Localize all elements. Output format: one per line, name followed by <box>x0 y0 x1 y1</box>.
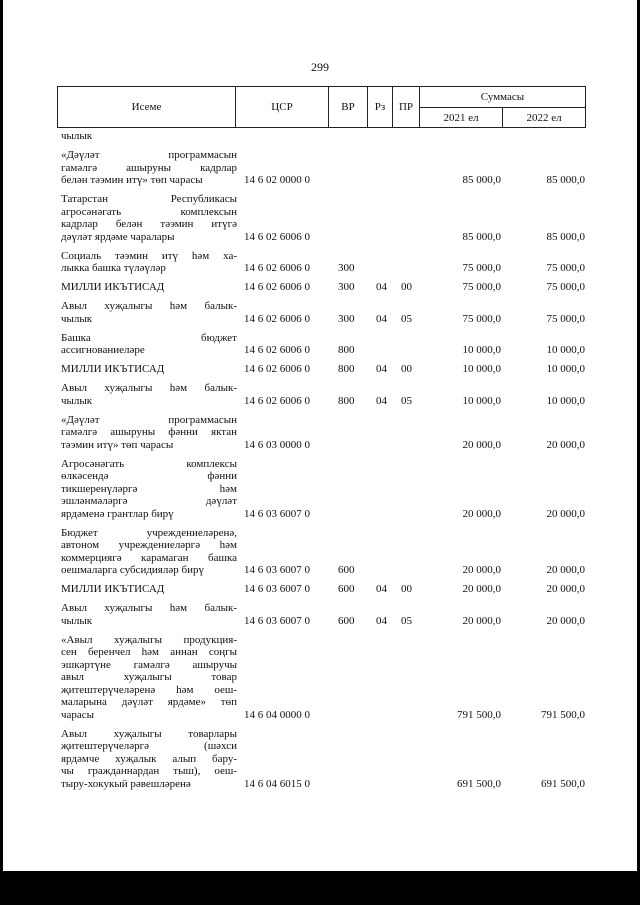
table-row <box>57 458 587 521</box>
row-pr: 05 <box>401 312 412 325</box>
row-csr: 14 6 03 6007 0 <box>244 507 310 520</box>
row-name <box>61 382 237 407</box>
row-csr: 14 6 02 6006 0 <box>244 394 310 407</box>
row-name-line: сен беренчел һәм аннан соңгы <box>61 646 237 658</box>
row-name-line: ярдәмче хуҗалык алып бару- <box>61 752 237 765</box>
row-sum-2021: 20 000,0 <box>462 507 501 520</box>
row-pr: 00 <box>401 583 412 595</box>
row-name-line: тикшеренүләргә һәм <box>61 482 237 495</box>
row-pr: 05 <box>401 614 412 627</box>
row-name-line: тыру-хокукый рәвешләренә <box>61 777 191 790</box>
row-name-line: Социаль тәэмин итү һәм ха- <box>61 249 237 262</box>
row-pr: 00 <box>401 281 412 293</box>
table-row <box>57 382 587 407</box>
row-name-line: чылык <box>61 130 93 142</box>
header-sums: Суммасы <box>420 87 586 108</box>
row-csr: 14 6 03 6007 0 <box>244 564 310 576</box>
row-name-line: МИЛЛИ ИКЪТИСАД <box>61 363 165 375</box>
header-csr: ЦСР <box>236 87 329 128</box>
row-sum-2022: 75 000,0 <box>546 262 585 274</box>
row-csr: 14 6 02 6006 0 <box>244 344 310 356</box>
row-name-line: эшләнмәләргә дәүләт <box>61 495 237 507</box>
row-name <box>61 130 237 143</box>
row-csr: 14 6 04 0000 0 <box>244 708 310 721</box>
row-vr: 300 <box>338 262 355 274</box>
table-row <box>57 332 587 357</box>
header-vr: ВР <box>329 87 368 128</box>
row-vr: 800 <box>338 363 355 375</box>
row-sum-2022: 20 000,0 <box>546 507 585 520</box>
row-vr: 800 <box>338 394 355 407</box>
row-name-line: кадрлар белән тәэмин итүгә <box>61 218 237 230</box>
row-sum-2022: 10 000,0 <box>546 394 585 407</box>
row-csr: 14 6 03 0000 0 <box>244 438 310 451</box>
row-name-line: эшкәртүне гамәлгә ашыручы <box>61 658 237 671</box>
row-sum-2021: 85 000,0 <box>462 174 501 186</box>
row-name-line: Авыл хуҗалыгы һәм балык- <box>61 602 237 614</box>
row-name <box>61 332 237 357</box>
row-name-line: җитештерүчеләренә һәм оеш- <box>61 683 237 696</box>
row-name-line: ассигнованиеләре <box>61 344 145 356</box>
row-csr: 14 6 02 6006 0 <box>244 312 310 325</box>
row-name-line: тәэмин итү» төп чарасы <box>61 438 174 451</box>
row-sum-2021: 20 000,0 <box>462 564 501 576</box>
row-name-line: коммерциягә карамаган башка <box>61 551 237 564</box>
row-name <box>61 602 237 627</box>
table-row <box>57 583 587 596</box>
row-vr: 600 <box>338 564 355 576</box>
row-sum-2021: 75 000,0 <box>462 262 501 274</box>
row-name <box>61 250 237 275</box>
table-body <box>57 130 587 797</box>
table-row <box>57 130 587 143</box>
row-csr: 14 6 03 6007 0 <box>244 583 310 595</box>
row-vr: 600 <box>338 614 355 627</box>
row-name-line: Татарстан Республикасы <box>61 193 237 205</box>
row-sum-2021: 791 500,0 <box>457 708 501 721</box>
row-sum-2022: 20 000,0 <box>546 564 585 576</box>
row-sum-2021: 20 000,0 <box>462 614 501 627</box>
row-csr: 14 6 02 6006 0 <box>244 363 310 375</box>
header-2022: 2022 ел <box>503 108 586 128</box>
row-pr: 00 <box>401 363 412 375</box>
scan-border-bottom <box>0 871 640 905</box>
table-row <box>57 281 587 294</box>
table-row <box>57 602 587 627</box>
row-sum-2022: 85 000,0 <box>546 174 585 186</box>
row-name-line: гамәлгә ашыруны кадрлар <box>61 161 237 174</box>
row-sum-2021: 75 000,0 <box>462 281 501 293</box>
row-name-line: җитештерүчеләргә (шәхси <box>61 740 237 752</box>
row-sum-2021: 20 000,0 <box>462 438 501 451</box>
table-row <box>57 414 587 452</box>
header-rz: Рз <box>368 87 393 128</box>
row-sum-2022: 20 000,0 <box>546 614 585 627</box>
table-row <box>57 634 587 722</box>
row-csr: 14 6 03 6007 0 <box>244 614 310 627</box>
row-rz: 04 <box>376 394 387 407</box>
row-csr: 14 6 02 6006 0 <box>244 262 310 274</box>
row-sum-2022: 10 000,0 <box>546 344 585 356</box>
row-name-line: Авыл хуҗалыгы һәм балык- <box>61 382 237 394</box>
row-rz: 04 <box>376 614 387 627</box>
row-name-line: «Дәүләт программасын <box>61 413 237 426</box>
row-name-line: чы гражданнардан тыш), оеш- <box>61 765 237 777</box>
row-name-line: МИЛЛИ ИКЪТИСАД <box>61 583 165 595</box>
page-number: 299 <box>311 60 329 74</box>
row-name <box>61 414 237 452</box>
row-name-line: МИЛЛИ ИКЪТИСАД <box>61 281 165 293</box>
row-name <box>61 193 237 243</box>
row-sum-2021: 10 000,0 <box>462 363 501 375</box>
row-sum-2022: 20 000,0 <box>546 583 585 595</box>
row-vr: 600 <box>338 583 355 595</box>
table-header <box>57 86 586 128</box>
row-name-line: Башка бюджет <box>61 331 237 344</box>
row-name-line: чылык <box>61 394 93 407</box>
row-sum-2021: 85 000,0 <box>462 230 501 243</box>
header-pr: ПР <box>393 87 420 128</box>
row-rz: 04 <box>376 583 387 595</box>
row-name <box>61 634 237 722</box>
row-name <box>61 458 237 521</box>
table-row <box>57 193 587 243</box>
row-name-line: агросәнәгать комплексын <box>61 205 237 218</box>
row-sum-2022: 20 000,0 <box>546 438 585 451</box>
row-name-line: чылык <box>61 312 93 325</box>
row-name-line: «Авыл хуҗалыгы продукция- <box>61 633 237 646</box>
row-vr: 800 <box>338 344 355 356</box>
row-sum-2022: 85 000,0 <box>546 230 585 243</box>
row-csr: 14 6 02 6006 0 <box>244 281 310 293</box>
row-name <box>61 728 237 791</box>
row-sum-2021: 75 000,0 <box>462 312 501 325</box>
row-vr: 300 <box>338 281 355 293</box>
row-sum-2022: 791 500,0 <box>541 708 585 721</box>
table-row <box>57 250 587 275</box>
row-name-line: гамәлгә ашыруны фәнни яктан <box>61 426 237 438</box>
row-name-line: Агросәнәгать комплексы <box>61 457 237 470</box>
row-pr: 05 <box>401 394 412 407</box>
row-name-line: чылык <box>61 614 93 627</box>
header-name: Исеме <box>58 87 236 128</box>
row-sum-2021: 10 000,0 <box>462 344 501 356</box>
table-row <box>57 728 587 791</box>
row-sum-2021: 10 000,0 <box>462 394 501 407</box>
table-row <box>57 300 587 325</box>
row-csr: 14 6 04 6015 0 <box>244 777 310 790</box>
row-name-line: авыл хуҗалыгы товар <box>61 671 237 683</box>
row-sum-2022: 75 000,0 <box>546 312 585 325</box>
scan-border-left <box>0 0 3 871</box>
header-2021: 2021 ел <box>420 108 503 128</box>
row-name <box>61 583 237 596</box>
row-name-line: Бюджет учреждениеләренә, <box>61 526 237 539</box>
row-name-line: дәүләт ярдәме чаралары <box>61 230 175 243</box>
row-name-line: өлкәсендә фәнни <box>61 470 237 482</box>
row-name-line: маларына дәүләт ярдәме» төп <box>61 696 237 708</box>
row-name-line: автоном учреждениеләргә һәм <box>61 539 237 551</box>
table-row <box>57 149 587 187</box>
row-rz: 04 <box>376 363 387 375</box>
row-name <box>61 300 237 325</box>
row-name-line: оешмаларга субсидияләр бирү <box>61 564 204 576</box>
row-name-line: ярдәменә грантлар бирү <box>61 507 174 520</box>
row-name-line: Авыл хуҗалыгы товарлары <box>61 727 237 740</box>
row-sum-2022: 10 000,0 <box>546 363 585 375</box>
row-name-line: чарасы <box>61 708 95 721</box>
row-name-line: белән тәэмин итү» төп чарасы <box>61 174 203 186</box>
row-sum-2021: 20 000,0 <box>462 583 501 595</box>
row-name-line: «Дәүләт программасын <box>61 149 237 161</box>
row-sum-2022: 75 000,0 <box>546 281 585 293</box>
row-name-line: Авыл хуҗалыгы һәм балык- <box>61 300 237 312</box>
row-name-line: лыкка башка түләүләр <box>61 262 166 274</box>
row-rz: 04 <box>376 281 387 293</box>
row-sum-2022: 691 500,0 <box>541 777 585 790</box>
row-csr: 14 6 02 0000 0 <box>244 174 310 186</box>
table-row <box>57 363 587 376</box>
row-name <box>61 149 237 187</box>
row-name <box>61 363 237 376</box>
row-vr: 300 <box>338 312 355 325</box>
row-name <box>61 281 237 294</box>
row-rz: 04 <box>376 312 387 325</box>
row-csr: 14 6 02 6006 0 <box>244 230 310 243</box>
row-name <box>61 527 237 577</box>
table-row <box>57 527 587 577</box>
row-sum-2021: 691 500,0 <box>457 777 501 790</box>
